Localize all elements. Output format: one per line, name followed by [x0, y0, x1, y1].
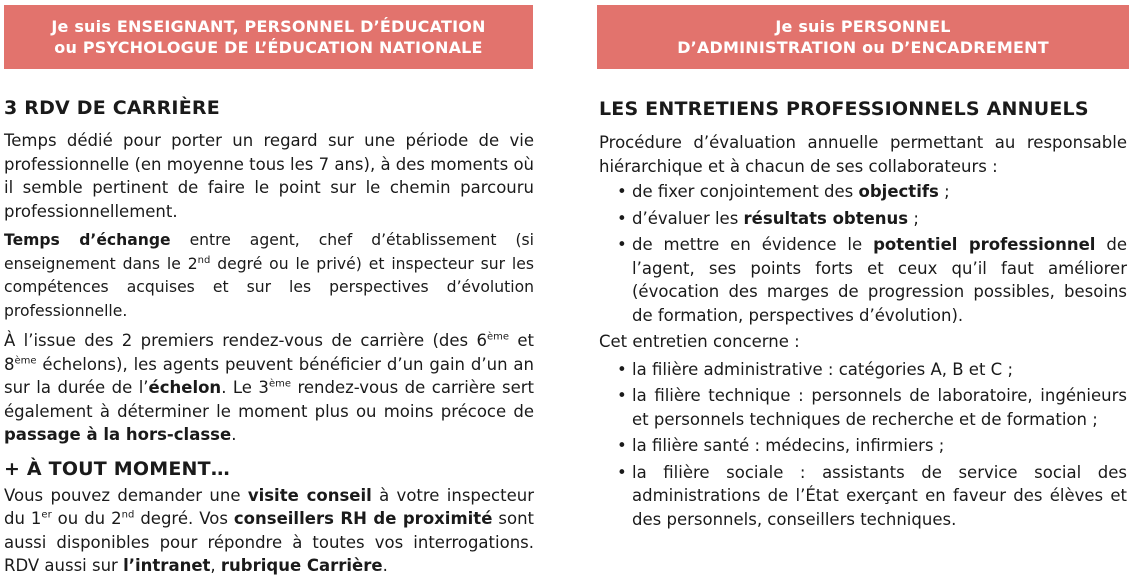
bullet-icon: • [617, 182, 627, 201]
bullet-icon: • [617, 386, 627, 405]
bold-conseillers-rh: conseillers RH de proximité [233, 509, 493, 528]
left-column [4, 92, 534, 578]
section-title-tout-moment: + À TOUT MOMENT… [4, 457, 230, 480]
right-banner-line-2: D’ADMINISTRATION ou D’ENCADREMENT [677, 38, 1049, 57]
bold-echelon: échelon [148, 378, 222, 397]
bold-temps-echange: Temps d’échange [4, 231, 171, 249]
list-item: • de fixer conjointement des objectifs ; [599, 180, 1127, 204]
bold-visite-conseil: visite conseil [247, 485, 372, 505]
paragraph-issue-rdv: À l’issue des 2 premiers rendez-vous de carrière (des 6ème et 8ème échelons), les agents peuvent bénéficier d’un gain d’un an sur la durée de l’échelon. Le 3ème rendez-vous de carrière sert également à déterminer le moment plus ou moins précoce de passage à la hors-classe. [4, 331, 534, 444]
bullet-icon: • [617, 235, 627, 254]
bullet-icon: • [617, 462, 627, 482]
filieres-list [599, 358, 1127, 532]
paragraph-temps-echange: Temps d’échange entre agent, chef d’établissement (si enseignement dans le 2nd degré ou le privé) et inspecteur sur les compétences acquises et sur les perspectives d’évolution professionnelle. [4, 231, 534, 320]
list-item: • de mettre en évidence le potentiel professionnel de l’agent, ses points forts et ceux qu’il faut améliorer (évocation des marges de progression possibles, besoins de formation, perspectives d’évolution). [617, 235, 1128, 325]
section-title-rdv-carriere: 3 RDV DE CARRIÈRE [4, 97, 220, 119]
objectives-list [599, 180, 1127, 327]
right-column [599, 92, 1127, 534]
list-item: • la filière technique : personnels de laboratoire, ingénieurs et personnels techniques de recherche et de formation ; [617, 386, 1127, 429]
paragraph-temps-dedie: Temps dédié pour porter un regard sur une période de vie professionnelle (en moyenne tous les 7 ans), à des moments où il semble pertinent de faire le point sur le chemin parcouru professionnellement. [4, 131, 534, 221]
bullet-icon: • [617, 359, 627, 379]
left-column-banner [4, 5, 533, 69]
paragraph-procedure: Procédure d’évaluation annuelle permettant au responsable hiérarchique et à chacun de ses collaborateurs : [599, 133, 1127, 176]
bold-rubrique-carriere: rubrique Carrière [220, 556, 383, 575]
list-item: • la filière sociale : assistants de service social des administrations de l’État exerçant en faveur des élèves et des personnels, conseillers techniques. [617, 462, 1127, 529]
list-item: • d’évaluer les résultats obtenus ; [599, 207, 1127, 231]
section-title-entretiens: LES ENTRETIENS PROFESSIONNELS ANNUELS [599, 98, 1089, 120]
left-banner-line-2: ou PSYCHOLOGUE DE L’ÉDUCATION NATIONALE [54, 38, 483, 57]
bullet-icon: • [617, 436, 627, 455]
bold-intranet: l’intranet [123, 556, 211, 575]
paragraph-visite-conseil: Vous pouvez demander une visite conseil à votre inspecteur du 1er ou du 2nd degré. Vos conseillers RH de proximité sont aussi disponibles pour répondre à toutes vos interrogations. RDV aussi sur l’intranet, rubrique Carrière. [4, 485, 534, 575]
list-item: • la filière administrative : catégories A, B et C ; [599, 358, 1127, 382]
left-banner-line-1: Je suis ENSEIGNANT, PERSONNEL D’ÉDUCATION [51, 17, 486, 36]
right-banner-line-1: Je suis PERSONNEL [775, 17, 951, 36]
list-item: • la filière santé : médecins, infirmiers ; [599, 434, 1127, 458]
paragraph-entretien-concerne: Cet entretien concerne : [599, 332, 800, 351]
right-column-banner [597, 5, 1129, 69]
bullet-icon: • [617, 208, 627, 228]
bold-hors-classe: passage à la hors-classe [4, 425, 232, 444]
